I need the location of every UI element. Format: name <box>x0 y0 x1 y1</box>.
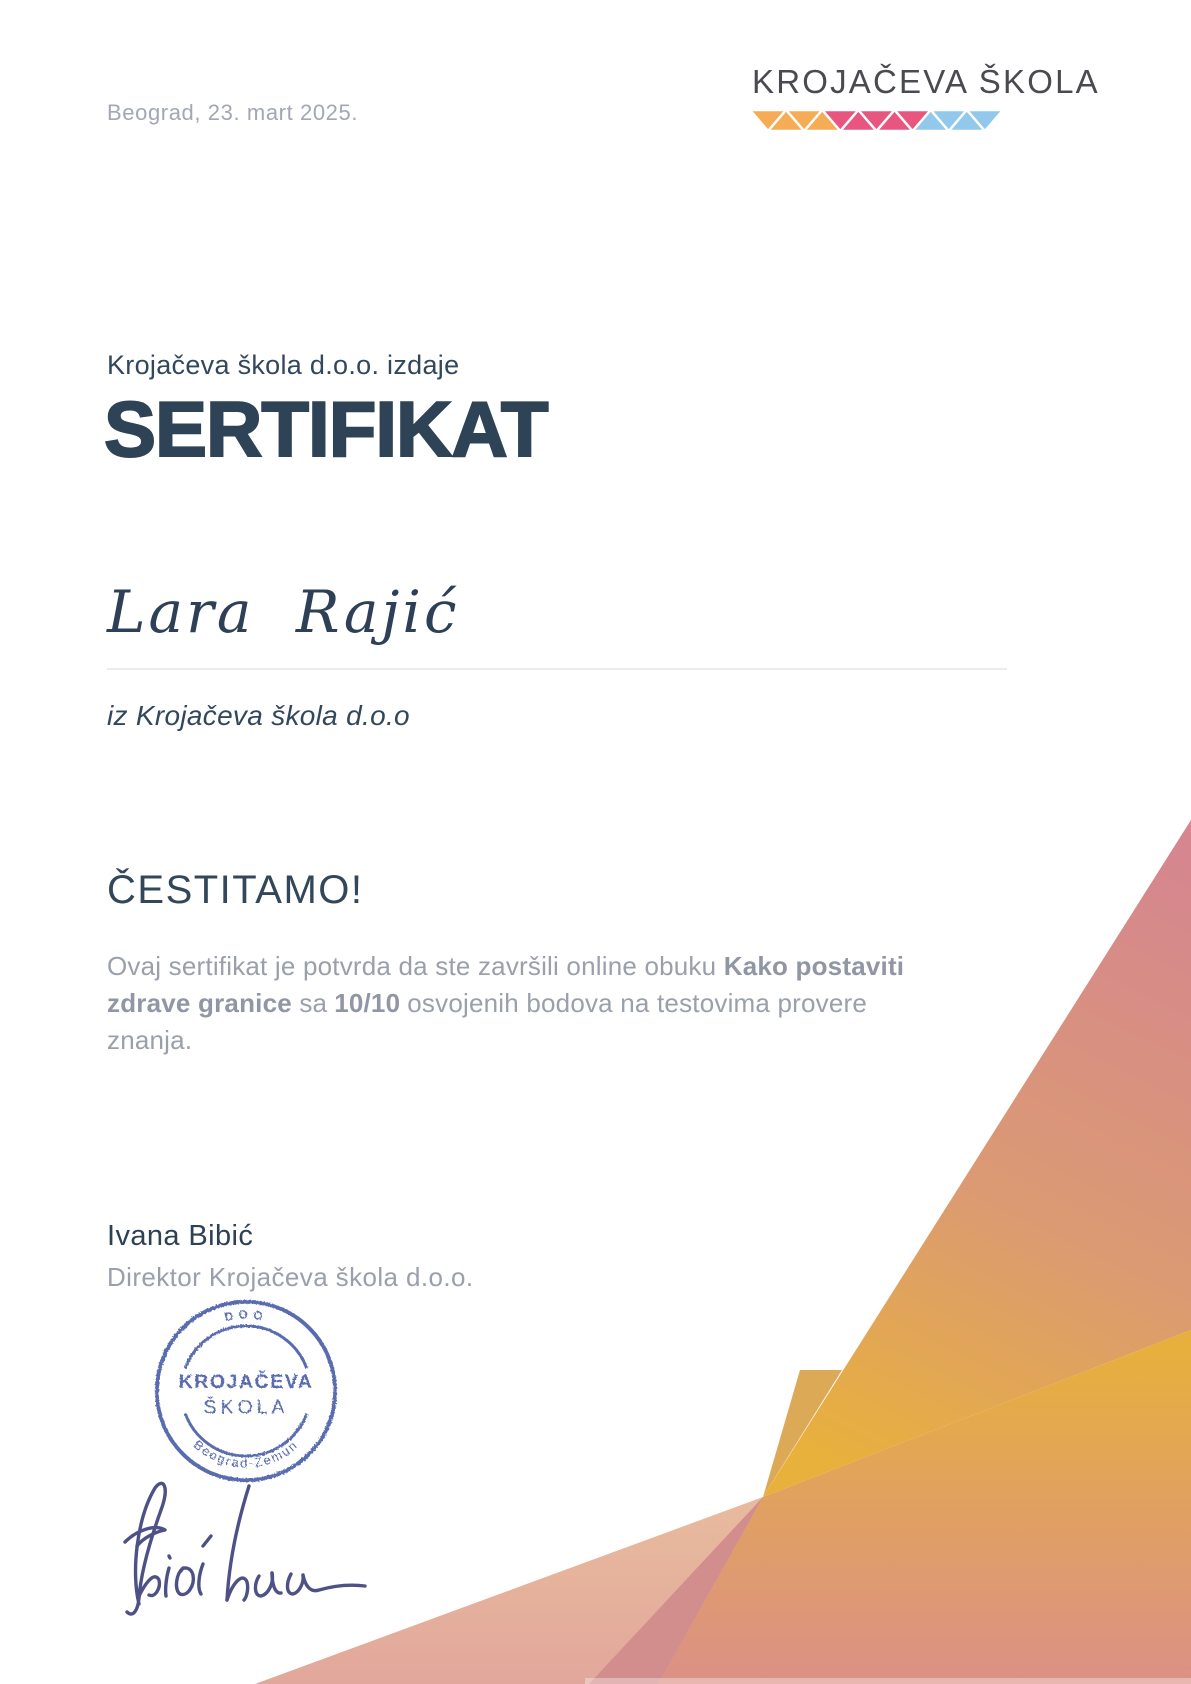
congrats-heading: ČESTITAMO! <box>107 868 364 912</box>
stamp-center-line1: KROJAČEVA <box>178 1371 314 1394</box>
body-prefix: Ovaj sertifikat je potvrda da ste završili online obuku <box>107 951 724 981</box>
date-line: Beograd, 23. mart 2025. <box>107 100 359 125</box>
body-suffix: osvojenih bodova na testovima provere znanja. <box>107 988 868 1055</box>
logo-triangle-strip <box>750 110 1003 131</box>
certificate-title: SERTIFIKAT <box>104 385 548 473</box>
handwritten-signature <box>103 1472 373 1632</box>
stamp-top-text: DOO <box>223 1308 269 1325</box>
recipient-name: Lara Rajić <box>107 578 460 646</box>
logo-wordmark: KROJAČEVA ŠKOLA <box>752 63 1100 100</box>
stamp-inner-arc-top <box>185 1326 307 1369</box>
issuer-line: Krojačeva škola d.o.o. izdaje <box>107 350 460 380</box>
congrats-body <box>107 948 947 1059</box>
signatory-role: Direktor Krojačeva škola d.o.o. <box>107 1262 474 1292</box>
name-underline <box>107 668 1007 670</box>
body-mid: sa <box>291 988 328 1018</box>
stamp-bottom-text: Beograd-Zemun <box>190 1436 302 1471</box>
recipient-from-line: iz Krojačeva škola d.o.o <box>107 700 410 731</box>
signatory-name: Ivana Bibić <box>107 1220 254 1252</box>
company-stamp <box>148 1293 344 1489</box>
stamp-center-line2: ŠKOLA <box>203 1396 289 1419</box>
course-name: Kako postaviti zdrave granice <box>107 951 905 1018</box>
score-value: 10/10 <box>334 988 401 1018</box>
